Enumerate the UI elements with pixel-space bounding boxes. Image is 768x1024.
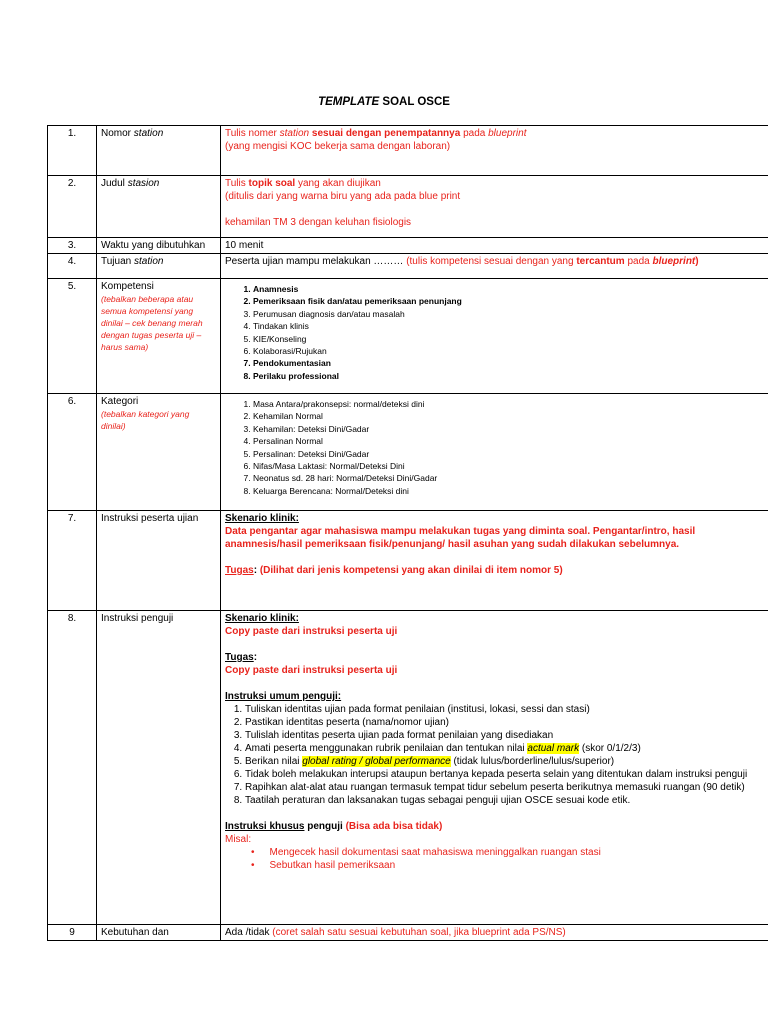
row-label: Judul stasion xyxy=(97,176,221,238)
table-row xyxy=(48,238,768,254)
list-item: 7. Rapihkan alat-alat atau ruangan termasuk tempat tidur sebelum peserta berikutnya memasuki ruangan (90 detik) xyxy=(245,781,768,794)
row-label: Kategori (tebalkan kategori yang dinilai) xyxy=(97,394,221,511)
list-item: 6. Nifas/Masa Laktasi: Normal/Deteksi Dini xyxy=(253,460,768,472)
list-item: 5. Berikan nilai global rating / global performance (tidak lulus/borderline/lulus/superior) xyxy=(245,755,768,768)
row-label: Instruksi penguji xyxy=(97,611,221,925)
list-item: 3. Kehamilan: Deteksi Dini/Gadar xyxy=(253,423,768,435)
list-item: 4. Tindakan klinis xyxy=(253,320,768,332)
list-item: 7. Pendokumentasian xyxy=(253,357,768,369)
list-item: 6. Kolaborasi/Rujukan xyxy=(253,345,768,357)
row-number: 9 xyxy=(48,925,97,941)
table-row xyxy=(48,254,768,279)
list-item: 2. Kehamilan Normal xyxy=(253,410,768,422)
row-label: Waktu yang dibutuhkan xyxy=(97,238,221,254)
list-item: 1. Masa Antara/prakonsepsi: normal/deteksi dini xyxy=(253,398,768,410)
row-content: Skenario klinik: Data pengantar agar mahasiswa mampu melakukan tugas yang diminta soal. Pengantar/intro, hasil anamnesis/hasil pemeriksaan fisik/penunjang/ hasil asuhan yang sudah dilakukan sebelumnya. Tugas: (Dilihat dari jenis kompetensi yang akan dinilai di item nomor 5) xyxy=(221,511,768,611)
row-number: 3. xyxy=(48,238,97,254)
category-list xyxy=(225,398,768,497)
row-number: 1. xyxy=(48,126,97,176)
row-label: Tujuan station xyxy=(97,254,221,279)
special-instructions-list xyxy=(225,846,768,872)
row-number: 8. xyxy=(48,611,97,925)
list-item: 1. Tuliskan identitas ujian pada format penilaian (institusi, lokasi, sessi dan stasi) xyxy=(245,703,768,716)
list-item: 8. Keluarga Berencana: Normal/Deteksi dini xyxy=(253,485,768,497)
list-item: 2. Pastikan identitas peserta (nama/nomor ujian) xyxy=(245,716,768,729)
row-number: 4. xyxy=(48,254,97,279)
competency-list xyxy=(225,283,768,382)
osce-template-table xyxy=(47,125,768,941)
list-item: 3. Perumusan diagnosis dan/atau masalah xyxy=(253,308,768,320)
row-content: 10 menit xyxy=(221,238,768,254)
document-title: TEMPLATE SOAL OSCE xyxy=(318,96,450,108)
table-row xyxy=(48,126,768,176)
table-row xyxy=(48,176,768,238)
list-item: 4. Persalinan Normal xyxy=(253,435,768,447)
row-number: 5. xyxy=(48,279,97,394)
list-item: 8. Perilaku professional xyxy=(253,370,768,382)
row-content: Tulis nomer station sesuai dengan penempatannya pada blueprint (yang mengisi KOC bekerja sama dengan laboran) xyxy=(221,126,768,176)
row-note: (tebalkan beberapa atau semua kompetensi yang dinilai – cek benang merah dengan tugas peserta uji – harus sama) xyxy=(101,294,203,352)
list-item: 3. Tulislah identitas peserta ujian pada format penilaian yang disediakan xyxy=(245,729,768,742)
row-label: Nomor station xyxy=(97,126,221,176)
row-content xyxy=(221,279,768,394)
list-item: 4. Amati peserta menggunakan rubrik penilaian dan tentukan nilai actual mark (skor 0/1/2/3) xyxy=(245,742,768,755)
row-label: Instruksi peserta ujian xyxy=(97,511,221,611)
row-content: Ada /tidak (coret salah satu sesuai kebutuhan soal, jika blueprint ada PS/NS) xyxy=(221,925,768,941)
row-label: Kebutuhan dan xyxy=(97,925,221,941)
list-item: • Sebutkan hasil pemeriksaan xyxy=(273,859,768,872)
highlight: global rating / global performance xyxy=(302,756,451,767)
row-content: Skenario klinik: Copy paste dari instruksi peserta uji Tugas: Copy paste dari instruksi peserta uji Instruksi umum penguji: 1. Tuliskan identitas ujian pada format penilaian (institusi, lokasi, sessi dan stasi) 2. Pastikan identitas peserta (nama/nomor ujian) 3. Tulislah identitas peserta ujian pada format penilaian yang disediakan 4. Amati peserta menggunakan rubrik penilaian dan tentukan nilai actual mark (skor 0/1/2/3) 5. Berikan nilai global rating / global performance (tidak lulus/borderline/lulus/superior) 6. Tidak boleh melakukan interupsi ataupun bertanya kepada peserta selain yang ditentukan dalam instruksi penguji 7. Rapihkan alat-alat atau ruangan termasuk tempat tidur sebelum peserta berikutnya memasuki ruangan (90 detik) 8. Taatilah peraturan dan laksanakan tugas sebagai penguji ujian OSCE sesuai kode etik. Instruksi khusus penguji (Bisa ada bisa tidak) Misal: • Mengecek hasil dokumentasi saat mahasiswa meninggalkan ruangan stasi • Sebutkan hasil pemeriksaan xyxy=(221,611,768,925)
row-number: 2. xyxy=(48,176,97,238)
row-label: Kompetensi (tebalkan beberapa atau semua kompetensi yang dinilai – cek benang merah dengan tugas peserta uji – harus sama) xyxy=(97,279,221,394)
list-item: 5. Persalinan: Deteksi Dini/Gadar xyxy=(253,448,768,460)
table-row xyxy=(48,925,768,941)
list-item: 2. Pemeriksaan fisik dan/atau pemeriksaan penunjang xyxy=(253,295,768,307)
row-number: 7. xyxy=(48,511,97,611)
list-item: 5. KIE/Konseling xyxy=(253,333,768,345)
list-item: 6. Tidak boleh melakukan interupsi ataupun bertanya kepada peserta selain yang ditentukan dalam instruksi penguji xyxy=(245,768,768,781)
table-row xyxy=(48,279,768,394)
list-item: 1. Anamnesis xyxy=(253,283,768,295)
list-item: 8. Taatilah peraturan dan laksanakan tugas sebagai penguji ujian OSCE sesuai kode etik. xyxy=(245,794,768,807)
row-content: Peserta ujian mampu melakukan ……… (tulis kompetensi sesuai dengan yang tercantum pada blueprint) xyxy=(221,254,768,279)
table-row xyxy=(48,394,768,511)
list-item: 7. Neonatus sd. 28 hari: Normal/Deteksi Dini/Gadar xyxy=(253,472,768,484)
table-row xyxy=(48,511,768,611)
list-item: • Mengecek hasil dokumentasi saat mahasiswa meninggalkan ruangan stasi xyxy=(273,846,768,859)
general-instructions-list xyxy=(225,703,768,807)
highlight: actual mark xyxy=(527,743,580,754)
row-number: 6. xyxy=(48,394,97,511)
row-content xyxy=(221,394,768,511)
row-content: Tulis topik soal yang akan diujikan (ditulis dari yang warna biru yang ada pada blue print kehamilan TM 3 dengan keluhan fisiologis xyxy=(221,176,768,238)
table-row xyxy=(48,611,768,925)
row-note: (tebalkan kategori yang dinilai) xyxy=(101,409,190,431)
